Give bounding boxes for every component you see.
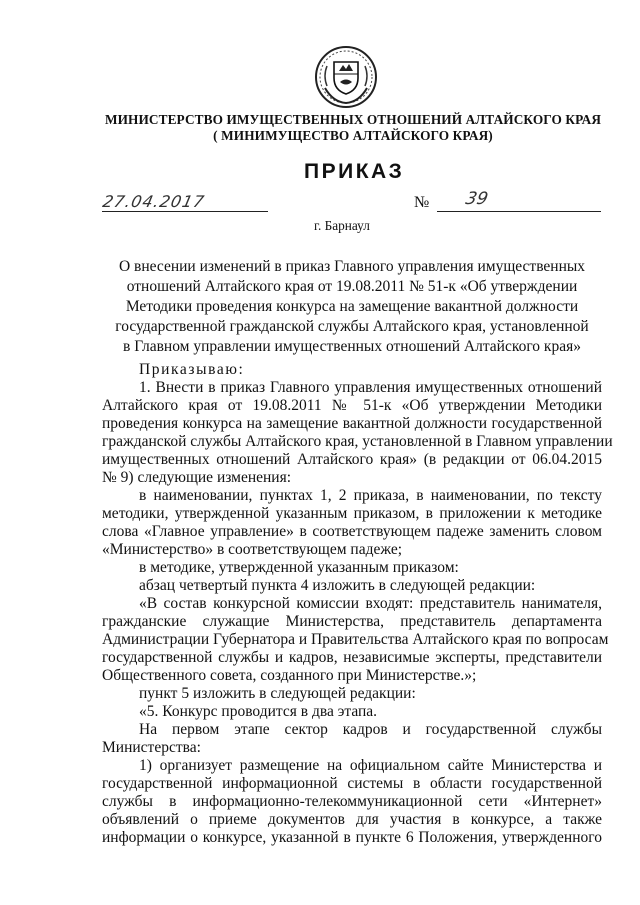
body-line: Администрации Губернатора и Правительства Алтайского края по вопросам [102,631,609,648]
body-line: методики, утвержденной указанным приказом, в приложении к методике [102,505,602,522]
altai-coat-of-arms-emblem [313,44,379,110]
body-line: гражданской службы Алтайского края, установленной в Главном управлении [102,433,613,450]
number-underline [437,211,601,212]
body-line: На первом этапе сектор кадров и государственной службы [139,721,602,738]
date-underline [102,211,268,212]
title-line: в Главном управлении имущественных отношений Алтайского края» [123,338,581,355]
body-line: Общественного совета, созданного при Министерстве.»; [102,667,477,684]
title-line: О внесении изменений в приказ Главного управления имущественных [118,258,586,275]
body-line: слова «Главное управление» в соответствующем падеже заменить словом [102,523,602,540]
body-line: «5. Конкурс проводится в два этапа. [139,703,378,720]
handwritten-date: 27.04.2017 [100,192,207,211]
body-line: в наименовании, пунктах 1, 2 приказа, в наименовании, по тексту [139,487,602,504]
body-line: пункт 5 изложить в следующей редакции: [139,685,416,702]
ministry-name: МИНИСТЕРСТВО ИМУЩЕСТВЕННЫХ ОТНОШЕНИЙ АЛТАЙСКОГО КРАЯ [104,112,602,127]
body-line: 1) организует размещение на официальном сайте Министерства и [139,757,602,774]
body-line: абзац четвертый пункта 4 изложить в следующей редакции: [139,577,536,594]
body-line: гражданские служащие Министерства, представитель департамента [102,613,602,630]
body-line: «Министерство» в соответствующем падеже; [102,541,403,558]
body-line: Алтайского края от 19.08.2011 № 51-к «Об утверждении Методики [102,397,602,414]
body-line: «В состав конкурсной комиссии входят: представитель нанимателя, [139,595,602,612]
body-line: государственной службы и кадров, независимые эксперты, представители [102,649,602,666]
number-label: № [414,194,430,211]
body-line: в методике, утвержденной указанным приказом: [139,559,459,576]
body-line: объявлений о приеме документов для участия в конкурсе, а также [102,811,602,828]
ministry-short-name: ( МИНИМУЩЕСТВО АЛТАЙСКОГО КРАЯ) [213,128,493,143]
title-line: государственной гражданской службы Алтайского края, установленной [115,318,589,335]
city: г. Барнаул [314,218,370,233]
title-line: Методики проведения конкурса на замещение вакантной должности [125,298,579,315]
handwritten-number: 39 [463,189,490,209]
order-verb: Приказываю: [139,361,245,378]
body-line: Министерства: [102,739,201,756]
body-line: 1. Внести в приказ Главного управления имущественных отношений [139,379,602,396]
body-line: службы в информационно-телекоммуникационной сети «Интернет» [102,793,602,810]
body-line: проведения конкурса на замещение вакантной должности государственной [102,415,602,432]
document-type-title: ПРИКАЗ [304,160,405,183]
body-line: информации о конкурсе, указанной в пункте 6 Положения, утвержденного [102,829,602,846]
body-line: государственной информационной системы в области государственной [102,775,602,792]
body-line: имущественных отношений Алтайского края» (в редакции от 06.04.2015 [102,451,602,468]
title-line: отношений Алтайского края от 19.08.2011 № 51-к «Об утверждении [126,278,578,295]
body-line: № 9) следующие изменения: [102,469,292,486]
